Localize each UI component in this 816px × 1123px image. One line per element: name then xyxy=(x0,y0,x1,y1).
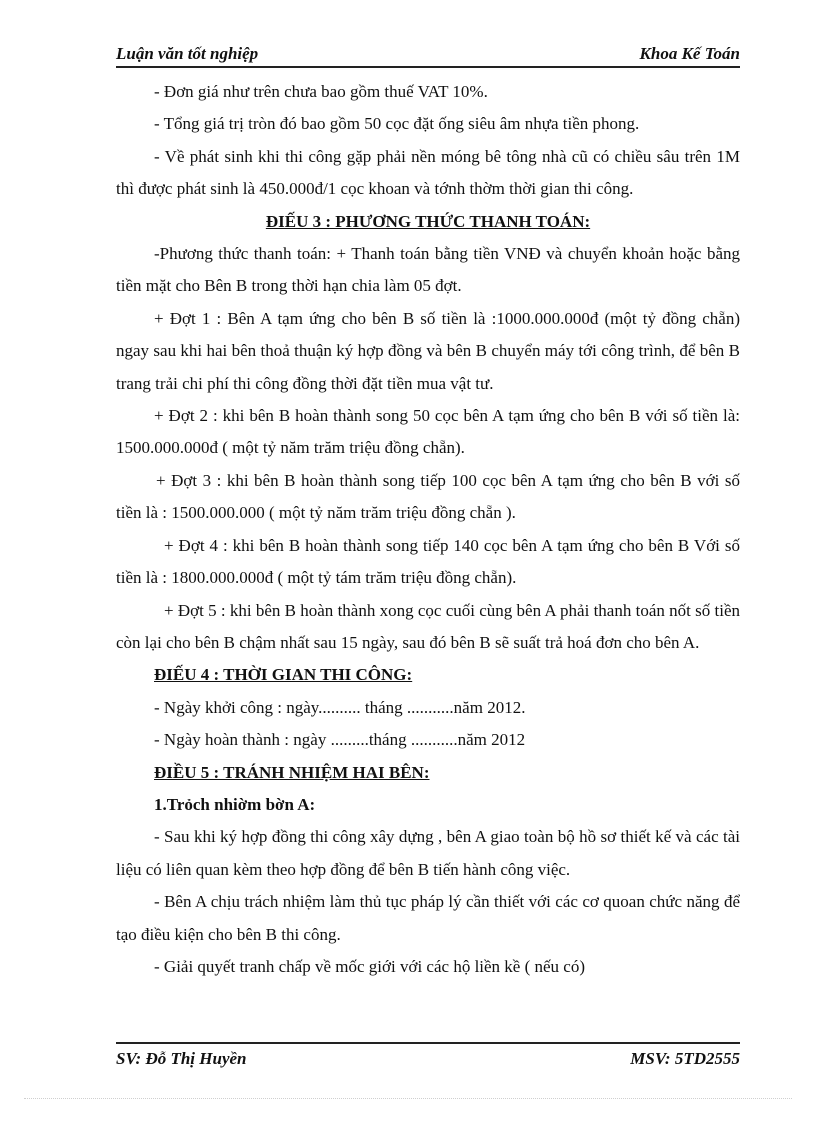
section-heading-article-4: ĐIẾU 4 : THỜI GIAN THI CÔNG: xyxy=(154,665,413,685)
header-faculty: Khoa Kế Toán xyxy=(639,44,740,63)
page-header xyxy=(116,38,740,68)
page-footer xyxy=(116,1042,740,1074)
document-body xyxy=(116,76,740,983)
paragraph: - Đơn giá như trên chưa bao gồm thuế VAT 10%. xyxy=(154,82,488,101)
footer-student-name: SV: Đỗ Thị Huyền xyxy=(116,1049,247,1068)
payment-installment-4: + Đợt 4 : khi bên B hoàn thành song tiếp 140 cọc bên A tạm ứng cho bên B Với số tiền là : 1800.000.000đ ( một tỷ tám trăm triệu đồng chẵn). xyxy=(116,535,740,588)
subsection-heading-party-a: 1.Trỏch nhiờm bờn A: xyxy=(154,794,316,814)
paragraph: - Giải quyết tranh chấp về mốc giới với các hộ liền kề ( nếu có) xyxy=(154,956,586,976)
paragraph: - Về phát sinh khi thi công gặp phải nền móng bê tông nhà cũ có chiều sâu trên 1M thì được phát sinh là 450.000đ/1 cọc khoan và tớnh thờm thời gian thi công. xyxy=(116,146,740,199)
paragraph: - Bên A chịu trách nhiệm làm thủ tục pháp lý cần thiết với các cơ quoan chức năng để tạo điều kiện cho bên B thi công. xyxy=(116,892,740,944)
section-heading-article-5: ĐIỀU 5 : TRÁNH NHIỆM HAI BÊN: xyxy=(154,762,430,782)
payment-installment-5: + Đợt 5 : khi bên B hoàn thành xong cọc cuối cùng bên A phải thanh toán nốt số tiền còn lại cho bên B chậm nhất sau 15 ngày, sau đó bên B sẽ suất trả hoá đơn cho bên A. xyxy=(116,600,740,652)
paragraph: - Tổng giá trị tròn đó bao gồm 50 cọc đặt ống siêu âm nhựa tiền phong. xyxy=(154,114,640,134)
payment-installment-2: + Đợt 2 : khi bên B hoàn thành song 50 cọc bên A tạm ứng cho bên B với số tiền là: 1500.000.000đ ( một tỷ năm trăm triệu đồng chẵn). xyxy=(116,406,740,458)
start-date-line: - Ngày khởi công : ngày.......... tháng ...........năm 2012. xyxy=(154,697,526,717)
paragraph: -Phương thức thanh toán: + Thanh toán bằng tiền VNĐ và chuyển khoản hoặc bằng tiền mặt cho Bên B trong thời hạn chia làm 05 đợt. xyxy=(116,244,740,296)
paragraph: - Sau khi ký hợp đồng thi công xây dựng , bên A giao toàn bộ hồ sơ thiết kế và các tài liệu có liên quan kèm theo hợp đồng để bên B tiến hành công việc. xyxy=(116,827,740,879)
payment-installment-3: + Đợt 3 : khi bên B hoàn thành song tiếp 100 cọc bên A tạm ứng cho bên B với số tiền là : 1500.000.000 ( một tỷ năm trăm triệu đồng chẵn ). xyxy=(116,470,740,523)
payment-installment-1: + Đợt 1 : Bên A tạm ứng cho bên B số tiền là :1000.000.000đ (một tỷ đồng chẵn) ngay sau khi hai bên thoả thuận ký hợp đồng và bên B chuyển máy tới công trình, để bên B trang trải chi phí thi công đồng thời đặt tiền mua vật tư. xyxy=(116,308,740,393)
page-edge-divider xyxy=(24,1098,792,1099)
section-heading-article-3: ĐIẾU 3 : PHƯƠNG THỨC THANH TOÁN: xyxy=(265,211,591,231)
completion-date-line: - Ngày hoàn thành : ngày .........tháng ...........năm 2012 xyxy=(154,730,526,750)
header-thesis-title: Luận văn tốt nghiệp xyxy=(116,44,259,63)
footer-student-id: MSV: 5TD2555 xyxy=(630,1049,740,1068)
